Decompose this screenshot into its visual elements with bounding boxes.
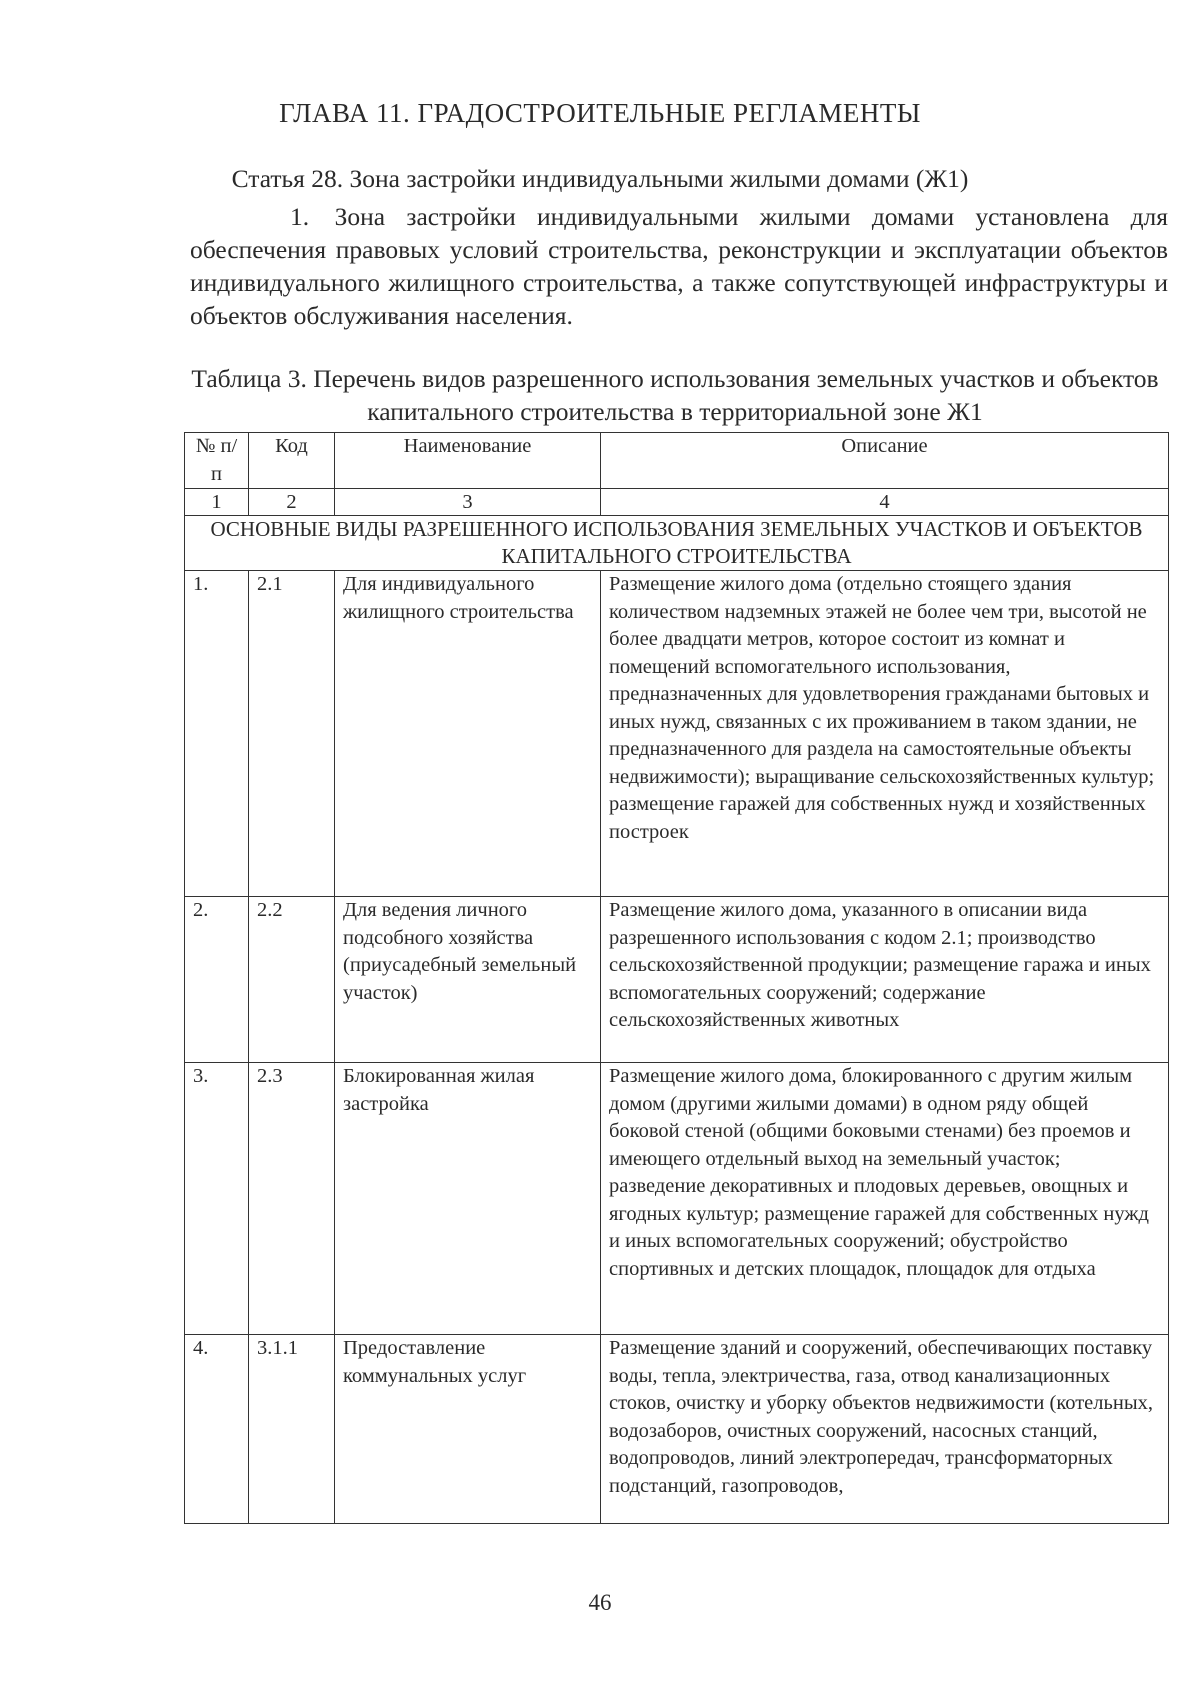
article-title: Статья 28. Зона застройки индивидуальными жилыми домами (Ж1) bbox=[231, 164, 969, 193]
row-num: 4. bbox=[185, 1335, 249, 1524]
row-code: 2.1 bbox=[249, 571, 335, 897]
row-num: 2. bbox=[185, 897, 249, 1063]
row-name: Предоставление коммунальных услуг bbox=[335, 1335, 601, 1524]
column-number: 4 bbox=[601, 489, 1169, 516]
chapter-title: ГЛАВА 11. ГРАДОСТРОИТЕЛЬНЫЕ РЕГЛАМЕНТЫ bbox=[279, 98, 921, 128]
header-code: Код bbox=[249, 433, 335, 489]
table-header-row bbox=[185, 433, 1169, 489]
row-name: Для ведения личного подсобного хозяйства (приусадебный земельный участок) bbox=[335, 897, 601, 1063]
section-row bbox=[185, 516, 1169, 571]
table-row bbox=[185, 1335, 1169, 1524]
row-code: 2.2 bbox=[249, 897, 335, 1063]
row-description: Размещение жилого дома (отдельно стоящего здания количеством надземных этажей не более чем три, высотой не более двадцати метров, которое состоит из комнат и помещений вспомогательного использования, предназначенных для удовлетворения гражданами бытовых и иных нужд, связанных с их проживанием в таком здании, не предназначенного для раздела на самостоятельные объекты недвижимости); выращивание сельскохозяйственных культур; размещение гаражей для собственных нужд и хозяйственных построек bbox=[601, 571, 1169, 897]
table-row bbox=[185, 1063, 1169, 1335]
section-title: ОСНОВНЫЕ ВИДЫ РАЗРЕШЕННОГО ИСПОЛЬЗОВАНИЯ ЗЕМЕЛЬНЫХ УЧАСТКОВ И ОБЪЕКТОВ КАПИТАЛЬНОГО СТРОИТЕЛЬСТВА bbox=[185, 516, 1169, 571]
column-number-row bbox=[185, 489, 1169, 516]
header-num: № п/п bbox=[185, 433, 249, 489]
column-number: 2 bbox=[249, 489, 335, 516]
header-name: Наименование bbox=[335, 433, 601, 489]
row-name: Для индивидуального жилищного строительства bbox=[335, 571, 601, 897]
header-description: Описание bbox=[601, 433, 1169, 489]
row-num: 3. bbox=[185, 1063, 249, 1335]
column-number: 3 bbox=[335, 489, 601, 516]
table-caption: Таблица 3. Перечень видов разрешенного использования земельных участков и объектов капитального строительства в территориальной зоне Ж1 bbox=[191, 364, 1159, 426]
row-code: 3.1.1 bbox=[249, 1335, 335, 1524]
row-description: Размещение зданий и сооружений, обеспечивающих поставку воды, тепла, электричества, газа, отвод канализационных стоков, очистку и уборку объектов недвижимости (котельных, водозаборов, очистных сооружений, насосных станций, водопроводов, линий электропередач, трансформаторных подстанций, газопроводов, bbox=[601, 1335, 1169, 1524]
row-code: 2.3 bbox=[249, 1063, 335, 1335]
table-row bbox=[185, 897, 1169, 1063]
row-description: Размещение жилого дома, указанного в описании вида разрешенного использования с кодом 2.1; производство сельскохозяйственной продукции; размещение гаража и иных вспомогательных сооружений; содержание сельскохозяйственных животных bbox=[601, 897, 1169, 1063]
article-paragraph: 1. Зона застройки индивидуальными жилыми домами установлена для обеспечения правовых условий строительства, реконструкции и эксплуатации объектов индивидуального жилищного строительства, а также сопутствующей инфраструктуры и объектов обслуживания населения. bbox=[190, 202, 1168, 330]
row-description: Размещение жилого дома, блокированного с другим жилым домом (другими жилыми домами) в одном ряду общей боковой стеной (общими боковыми стенами) без проемов и имеющего отдельный выход на земельный участок; разведение декоративных и плодовых деревьев, овощных и ягодных культур; размещение гаражей для собственных нужд и иных вспомогательных сооружений; обустройство спортивных и детских площадок, площадок для отдыха bbox=[601, 1063, 1169, 1335]
row-name: Блокированная жилая застройка bbox=[335, 1063, 601, 1335]
row-num: 1. bbox=[185, 571, 249, 897]
page-number: 46 bbox=[588, 1590, 612, 1615]
table-row bbox=[185, 571, 1169, 897]
permitted-uses-table bbox=[184, 432, 1169, 1524]
column-number: 1 bbox=[185, 489, 249, 516]
